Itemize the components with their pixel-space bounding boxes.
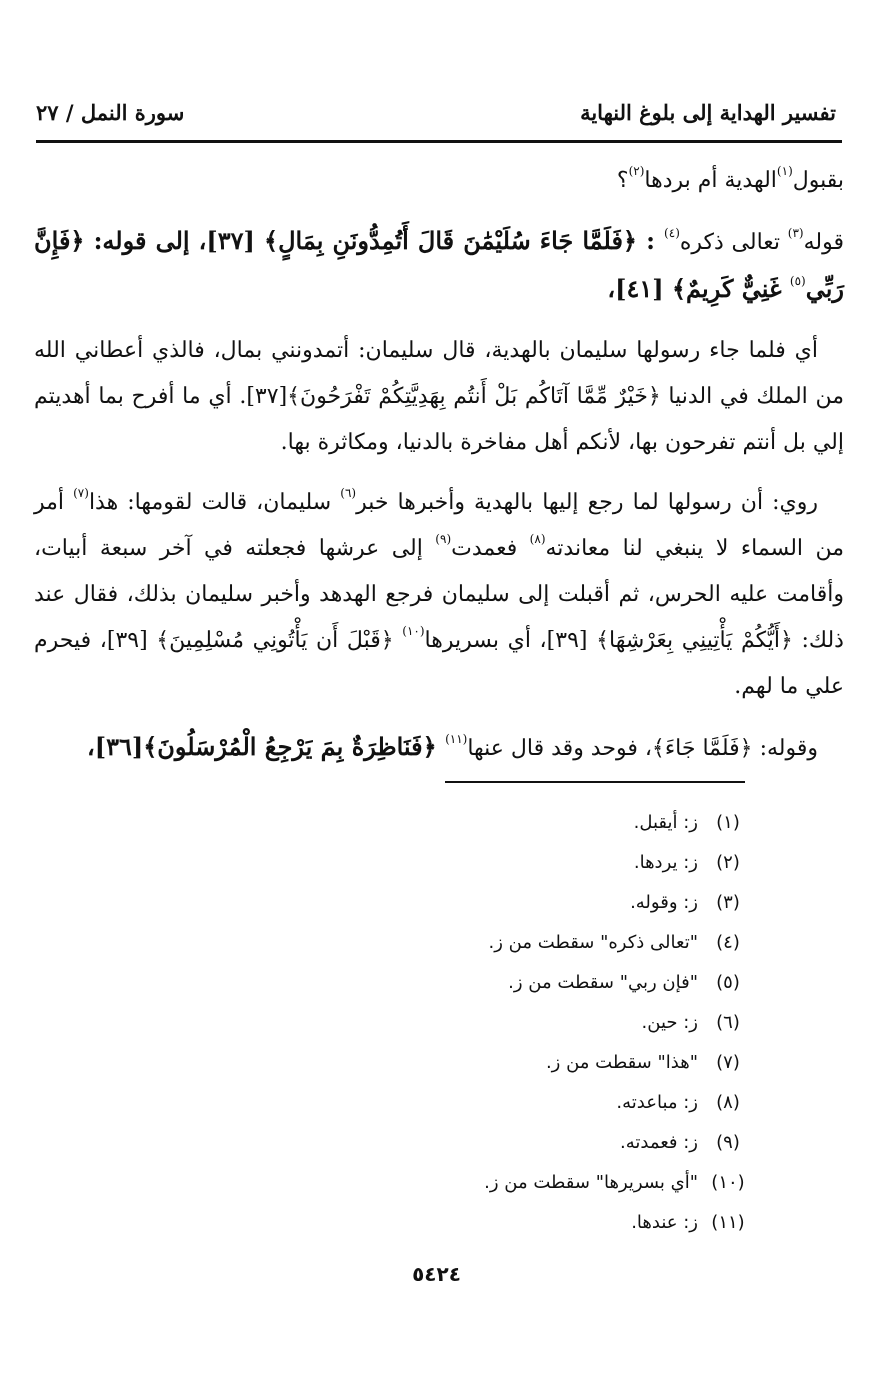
footnote-item: (١١) ز: عندها.	[631, 1212, 745, 1233]
paragraph-4: روي: أن رسولها لما رجع إليها بالهدية وأخبرها خبر$^{(٦)}$ سليمان، قالت لقومها: هذا$^{(٧)}$ أمر من السماء لا ينبغي لنا معاندته$^{(٨)}$ فعمدت$^{(٩)}$ إلى عرشها فجعلته في آخر سبعة أبيات، وأقامت عليه الحرس، ثم أقبلت إلى سليمان فرجع الهدهد وأخبر سليمان بذلك، فقال عند ذلك: ﴿أَيُّكُمْ يَأْتِينِي بِعَرْشِهَا﴾ [٣٩]، أي بسريرها$^{(١٠)}$ ﴿قَبْلَ أَن يَأْتُونِي مُسْلِمِينَ﴾ [٣٩]، فيحرم علي ما لهم.	[34, 486, 844, 699]
footnote-ref: (٦)	[340, 486, 357, 500]
footnote-item: (٩) ز: فعمدته.	[619, 1132, 740, 1153]
quran-verse: غَنِيٌّ كَرِيمٌ﴾ [٤١]،	[607, 274, 790, 303]
main-text	[34, 158, 844, 786]
footnote-item: (٣) ز: وقوله.	[630, 892, 740, 913]
footnote-item: (٧) "هذا" سقطت من ز.	[545, 1052, 740, 1073]
footnote-item: (٢) ز: يردها.	[633, 852, 740, 873]
footnotes-list	[34, 803, 748, 1243]
footnote-ref: (٧)	[73, 486, 89, 500]
footnote-ref: (١٠)	[402, 624, 425, 638]
quran-verse: : ﴿فَلَمَّا جَاءَ سُلَيْمَٰنَ قَالَ أَتُمِدُّونَنِ بِمَالٍ﴾ [٣٧]، إلى قوله: ﴿فَإِنَّ رَبِّي	[34, 226, 844, 303]
page-number: ٥٤٢٤	[412, 1262, 461, 1286]
footnote-ref: (٥)	[789, 274, 806, 288]
paragraph-1: بقبول$^{(١)}$الهدية أم بردها$^{(٢)}$؟	[616, 164, 844, 193]
footnote-item: (٥) "فإن ربي" سقطت من ز.	[508, 972, 740, 993]
footnote-item: (١٠) "أي بسريرها" سقطت من ز.	[484, 1172, 745, 1193]
footnote-ref: (٣)	[787, 226, 804, 240]
running-header	[36, 92, 836, 132]
footnote-ref: (٤)	[664, 226, 680, 240]
footnote-ref: (٩)	[435, 532, 452, 546]
footnote-item: (٦) ز: حين.	[641, 1012, 740, 1033]
footnote-ref: (١)	[776, 164, 793, 178]
book-title: تفسير الهداية إلى بلوغ النهاية	[580, 99, 836, 125]
paragraph-5: وقوله: ﴿فَلَمَّا جَاءَ﴾، فوحد وقد قال عنها$^{(١١)}$ ﴿فَنَاظِرَةٌ بِمَ يَرْجِعُ الْمُرْسَلُونَ﴾[٣٦]،	[86, 732, 818, 761]
quran-verse: ﴿فَنَاظِرَةٌ بِمَ يَرْجِعُ الْمُرْسَلُونَ﴾[٣٦]،	[86, 732, 446, 761]
footnote-item: (١) ز: أيقبل.	[633, 812, 740, 833]
footnote-separator	[445, 781, 745, 783]
footnote-ref: (١١)	[445, 732, 468, 746]
paragraph-2: قوله$^{(٣)}$ تعالى ذكره$^{(٤)}$ : ﴿فَلَمَّا جَاءَ سُلَيْمَٰنَ قَالَ أَتُمِدُّونَنِ بِمَالٍ﴾ [٣٧]، إلى قوله: ﴿فَإِنَّ رَبِّي$^{(٥)}$ غَنِيٌّ كَرِيمٌ﴾ [٤١]،	[34, 226, 844, 303]
paragraph-3: أي فلما جاء رسولها سليمان بالهدية، قال سليمان: أتمدونني بمال، فالذي أعطاني الله من الملك في الدنيا ﴿خَيْرٌ مِّمَّا آتَاكُم بَلْ أَنتُم بِهَدِيَّتِكُمْ تَفْرَحُونَ﴾[٣٧]. أي ما أفرح بما أهديتم إلي بل أنتم تفرحون بها، لأنكم أهل مفاخرة بالدنيا، ومكاثرة بها.	[34, 338, 844, 455]
header-rule	[36, 140, 842, 143]
surah-label: سورة النمل / ٢٧	[36, 99, 185, 125]
footnote-item: (٤) "تعالى ذكره" سقطت من ز.	[488, 932, 740, 953]
footnote-item: (٨) ز: مباعدته.	[616, 1092, 740, 1113]
footnote-ref: (٢)	[628, 164, 645, 178]
footnote-ref: (٨)	[529, 532, 546, 546]
